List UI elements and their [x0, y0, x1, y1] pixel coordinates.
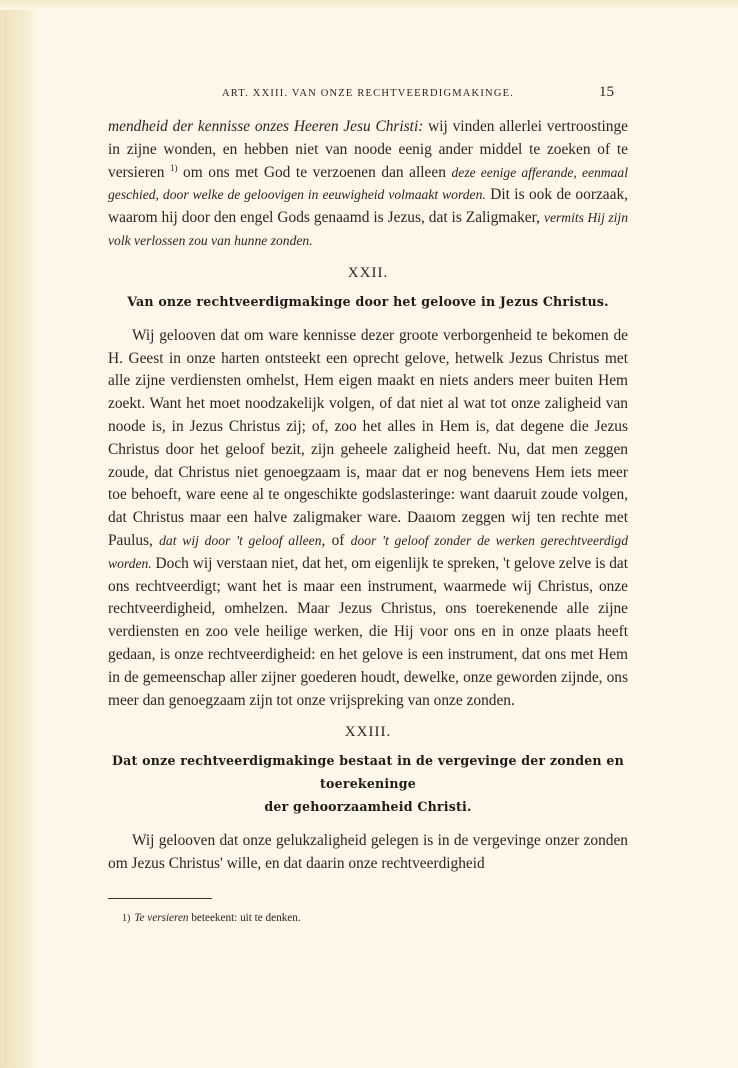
intro-italic-3: vermits Hij zijn volk verlossen zou van hunne zonden. [108, 210, 629, 248]
page-top-shadow [0, 0, 738, 10]
running-title: ART. XXIII. VAN ONZE RECHTVEERDIGMAKINGE. [221, 88, 515, 99]
article-22-text-3: Doch wij verstaan niet, dat het, om eigenlijk te spreken, 't gelove zelve is dat ons rechtveerdigt; want het is maar een instrument, waarmede wij Christus, onze rechtveerdigheid, omhelzen. Maar Jezus Christus, ons toerekenende alle zijne verdiensten en zoo vele heilige werken, die Hij voor ons en in onze plaats heeft gedaan, is onze rechtveerdigheid: en het gelove is een instrument, dat ons met Hem in de gemeenschap aller zijner goederen houdt, dewelke, onze geworden zijnde, ons meer dan genoegzaam zijn tot onze vrijspreking van onze zonden. [108, 554, 629, 709]
intro-text-1: wij vinden allerlei vertroostinge in zijne wonden, en hebben niet van noode eenig ander middel te zoeken of te versieren [108, 118, 628, 181]
article-23-title [108, 749, 628, 818]
footnote-text: beteekent: uit te denken. [188, 911, 301, 924]
footnote-mark: 1) [122, 912, 131, 924]
intro-italic-2: deze eenige afferande, eenmaal geschied, door welke de geloovigen in eeuwigheid volmaakt worden. [108, 164, 628, 203]
page-number: 15 [599, 84, 614, 100]
intro-italic-1: mendheid der kennisse onzes Heeren Jesu Christi: [108, 118, 424, 135]
article-23-title-line-1: Dat onze rechtveerdigmakinge bestaat in de vergevinge der zonden en toerekeninge [112, 753, 624, 792]
article-22-title: Van onze rechtveerdigmakinge door het geloove in Jezus Christus. [127, 293, 609, 309]
footnote [122, 911, 628, 926]
page-header [108, 82, 628, 106]
article-23-title-line-2: der gehoorzaamheid Christi. [264, 799, 472, 815]
intro-text-3: Dit is ook de oorzaak, waarom hij door den engel Gods genaamd is Jezus, dat is Zaligmaker, [108, 186, 628, 227]
intro-text-2: om ons met God te verzoenen dan alleen [177, 163, 452, 181]
article-23-paragraph: Wij gelooven dat onze gelukzaligheid gelegen is in de vergevinge onzer zonden om Jezus Christus' wille, en dat daarin onze rechtveerdigheid [108, 832, 628, 873]
article-22-text-2: , of [321, 531, 351, 549]
article-22-quote-2: door 't geloof zonder de werken gerechtveerdigd worden. [108, 532, 628, 571]
page-content [108, 82, 628, 926]
article-22-quote-1: dat wij door 't geloof alleen [159, 532, 322, 548]
footnote-divider [108, 898, 212, 899]
intro-paragraph [108, 116, 628, 253]
footnote-term: Te versieren [134, 911, 189, 924]
page-edge-shadow [0, 0, 38, 1068]
footnote-reference: 1) [169, 162, 178, 173]
article-22-paragraph [108, 325, 628, 713]
article-23-number: XXIII. [344, 724, 392, 741]
article-22-number: XXII. [347, 264, 389, 281]
article-22-text-1: Wij gelooven dat om ware kennisse dezer groote verborgenheid te bekomen de H. Geest in onze harten ontsteekt een oprecht gelove, hetwelk Jezus Christus met alle zijne verdiensten omhelst, Hem eigen maakt en niets anders meer buiten Hem zoekt. Want het moet noodzakelijk volgen, of dat niet al wat tot onze zaligheid van noode is, in Jezus Christus zij; of, zoo het alles in Hem is, dat degene die Jezus Christus door het geloof bezit, zijn geheele zaligheid heeft. Nu, dat men zeggen zoude, dat Christus niet genoegzaam is, maar dat er nog benevens Hem iets meer toe behoeft, ware eene al te ongeschikte godslasteringe: want daaruit zoude volgen, dat Christus maar een halve zaligmaker ware. Daaıom zeggen wij ten rechte met Paulus, [108, 326, 628, 549]
